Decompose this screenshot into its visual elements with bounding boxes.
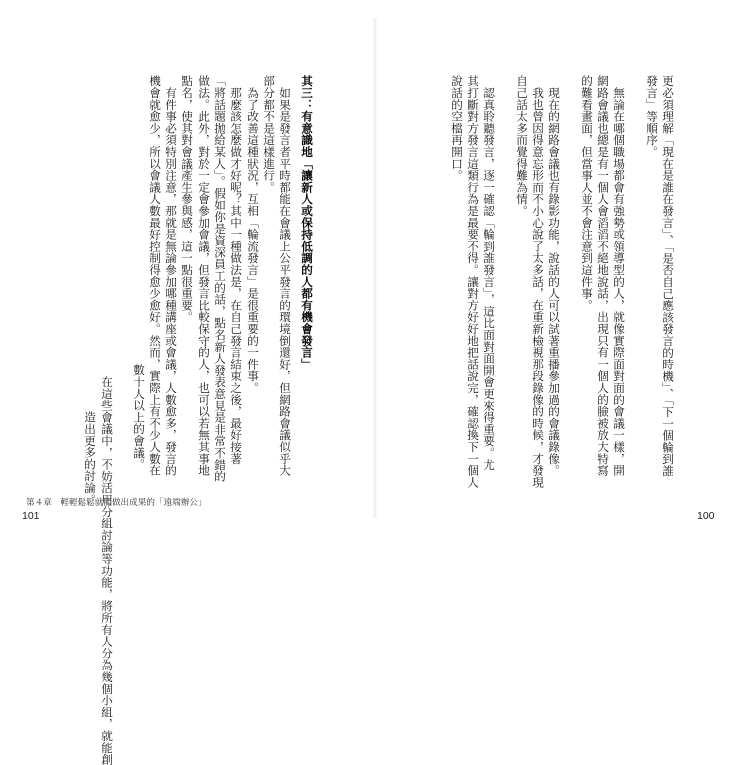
left-text-column: 「將話題拋給某人」。假如你是資深員工的話，點名新人發表意見是非常不錯的 — [213, 75, 227, 483]
right-text-column: 認真聆聽發言，逐一確認「輪到誰發言」，這比面對面開會更來得重要。尤 — [482, 75, 496, 471]
right-page — [375, 0, 750, 533]
right-text-column: 無論在哪個職場都會有強勢或領導型的人，就像實際面對面的會議一樣，開 — [612, 75, 626, 477]
page-number: 100 — [697, 510, 715, 522]
left-text-column: 如果是發言者平時都能在會議上公平發言的環境倒還好，但網路會議似乎大 — [278, 75, 292, 477]
left-text-column: 點名，使其對會議產生參與感，這一點很重要。 — [180, 75, 194, 323]
left-text-column: 做法。此外，對於一定會參加會議，但發言比較保守的人，也可以若無其事地 — [197, 75, 211, 477]
left-text-column: 在這些會議中，不妨活用分組討論等功能，將所有人分為幾個小組，就能創 — [100, 364, 114, 765]
left-text-column: 有件事必須特別注意，那就是無論參加哪種講座或會議，人數愈多，發言的 — [164, 75, 178, 477]
right-text-column: 網路會議也總是有一個人會滔滔不絕地說話，出現只有一個人的臉被放大特寫 — [596, 75, 610, 477]
right-text-column: 現在的網路會議也有錄影功能，說話的人可以試著重播參加過的會議錄像。 — [547, 75, 561, 477]
right-text-column: 更必須理解「現在是誰在發言」、「是否自己應該發言的時機」、「下一個輪到誰 — [661, 75, 675, 477]
left-text-column: 為了改善這種狀況，互相「輪流發言」是很重要的一件事。 — [246, 75, 260, 394]
left-text-column: 數十人以上的會議。 — [132, 364, 146, 471]
right-text-column: 自己話太多而覺得難為情。 — [515, 75, 529, 217]
right-text-column: 我也曾因得意忘形而不小心說了太多話，在重新檢視那段錄像的時候，才發現 — [531, 75, 545, 488]
left-text-column: 機會就愈少，所以會議人數最好控制得愈少愈好。然而，實際上有不少人數在 — [148, 75, 162, 477]
right-text-column: 其打斷對方發言這類行為是最要不得。讓對方好好地把話說完，確認換下一個人 — [466, 75, 480, 488]
right-text-column: 發言」等順序。 — [645, 75, 659, 158]
running-footer: 第４章 輕輕鬆鬆就能做出成果的「遠端辦公」 — [26, 498, 207, 508]
page-number: 101 — [22, 510, 40, 522]
section-heading: 其三：有意識地「讓新人或保持低調的人都有機會發言」 — [300, 75, 314, 370]
right-text-column: 的難看畫面，但當事人並不會注意到這件事。 — [580, 75, 594, 311]
left-text-column: 那麼該怎麼做才好呢？其中一種做法是，在自己發言結束之後，最好接著 — [229, 75, 243, 465]
left-text-column: 造出更多的討論。 — [83, 411, 97, 506]
right-text-column: 說話的空檔再開口。 — [450, 75, 464, 182]
left-text-column: 部分都不是這樣進行。 — [262, 75, 276, 193]
